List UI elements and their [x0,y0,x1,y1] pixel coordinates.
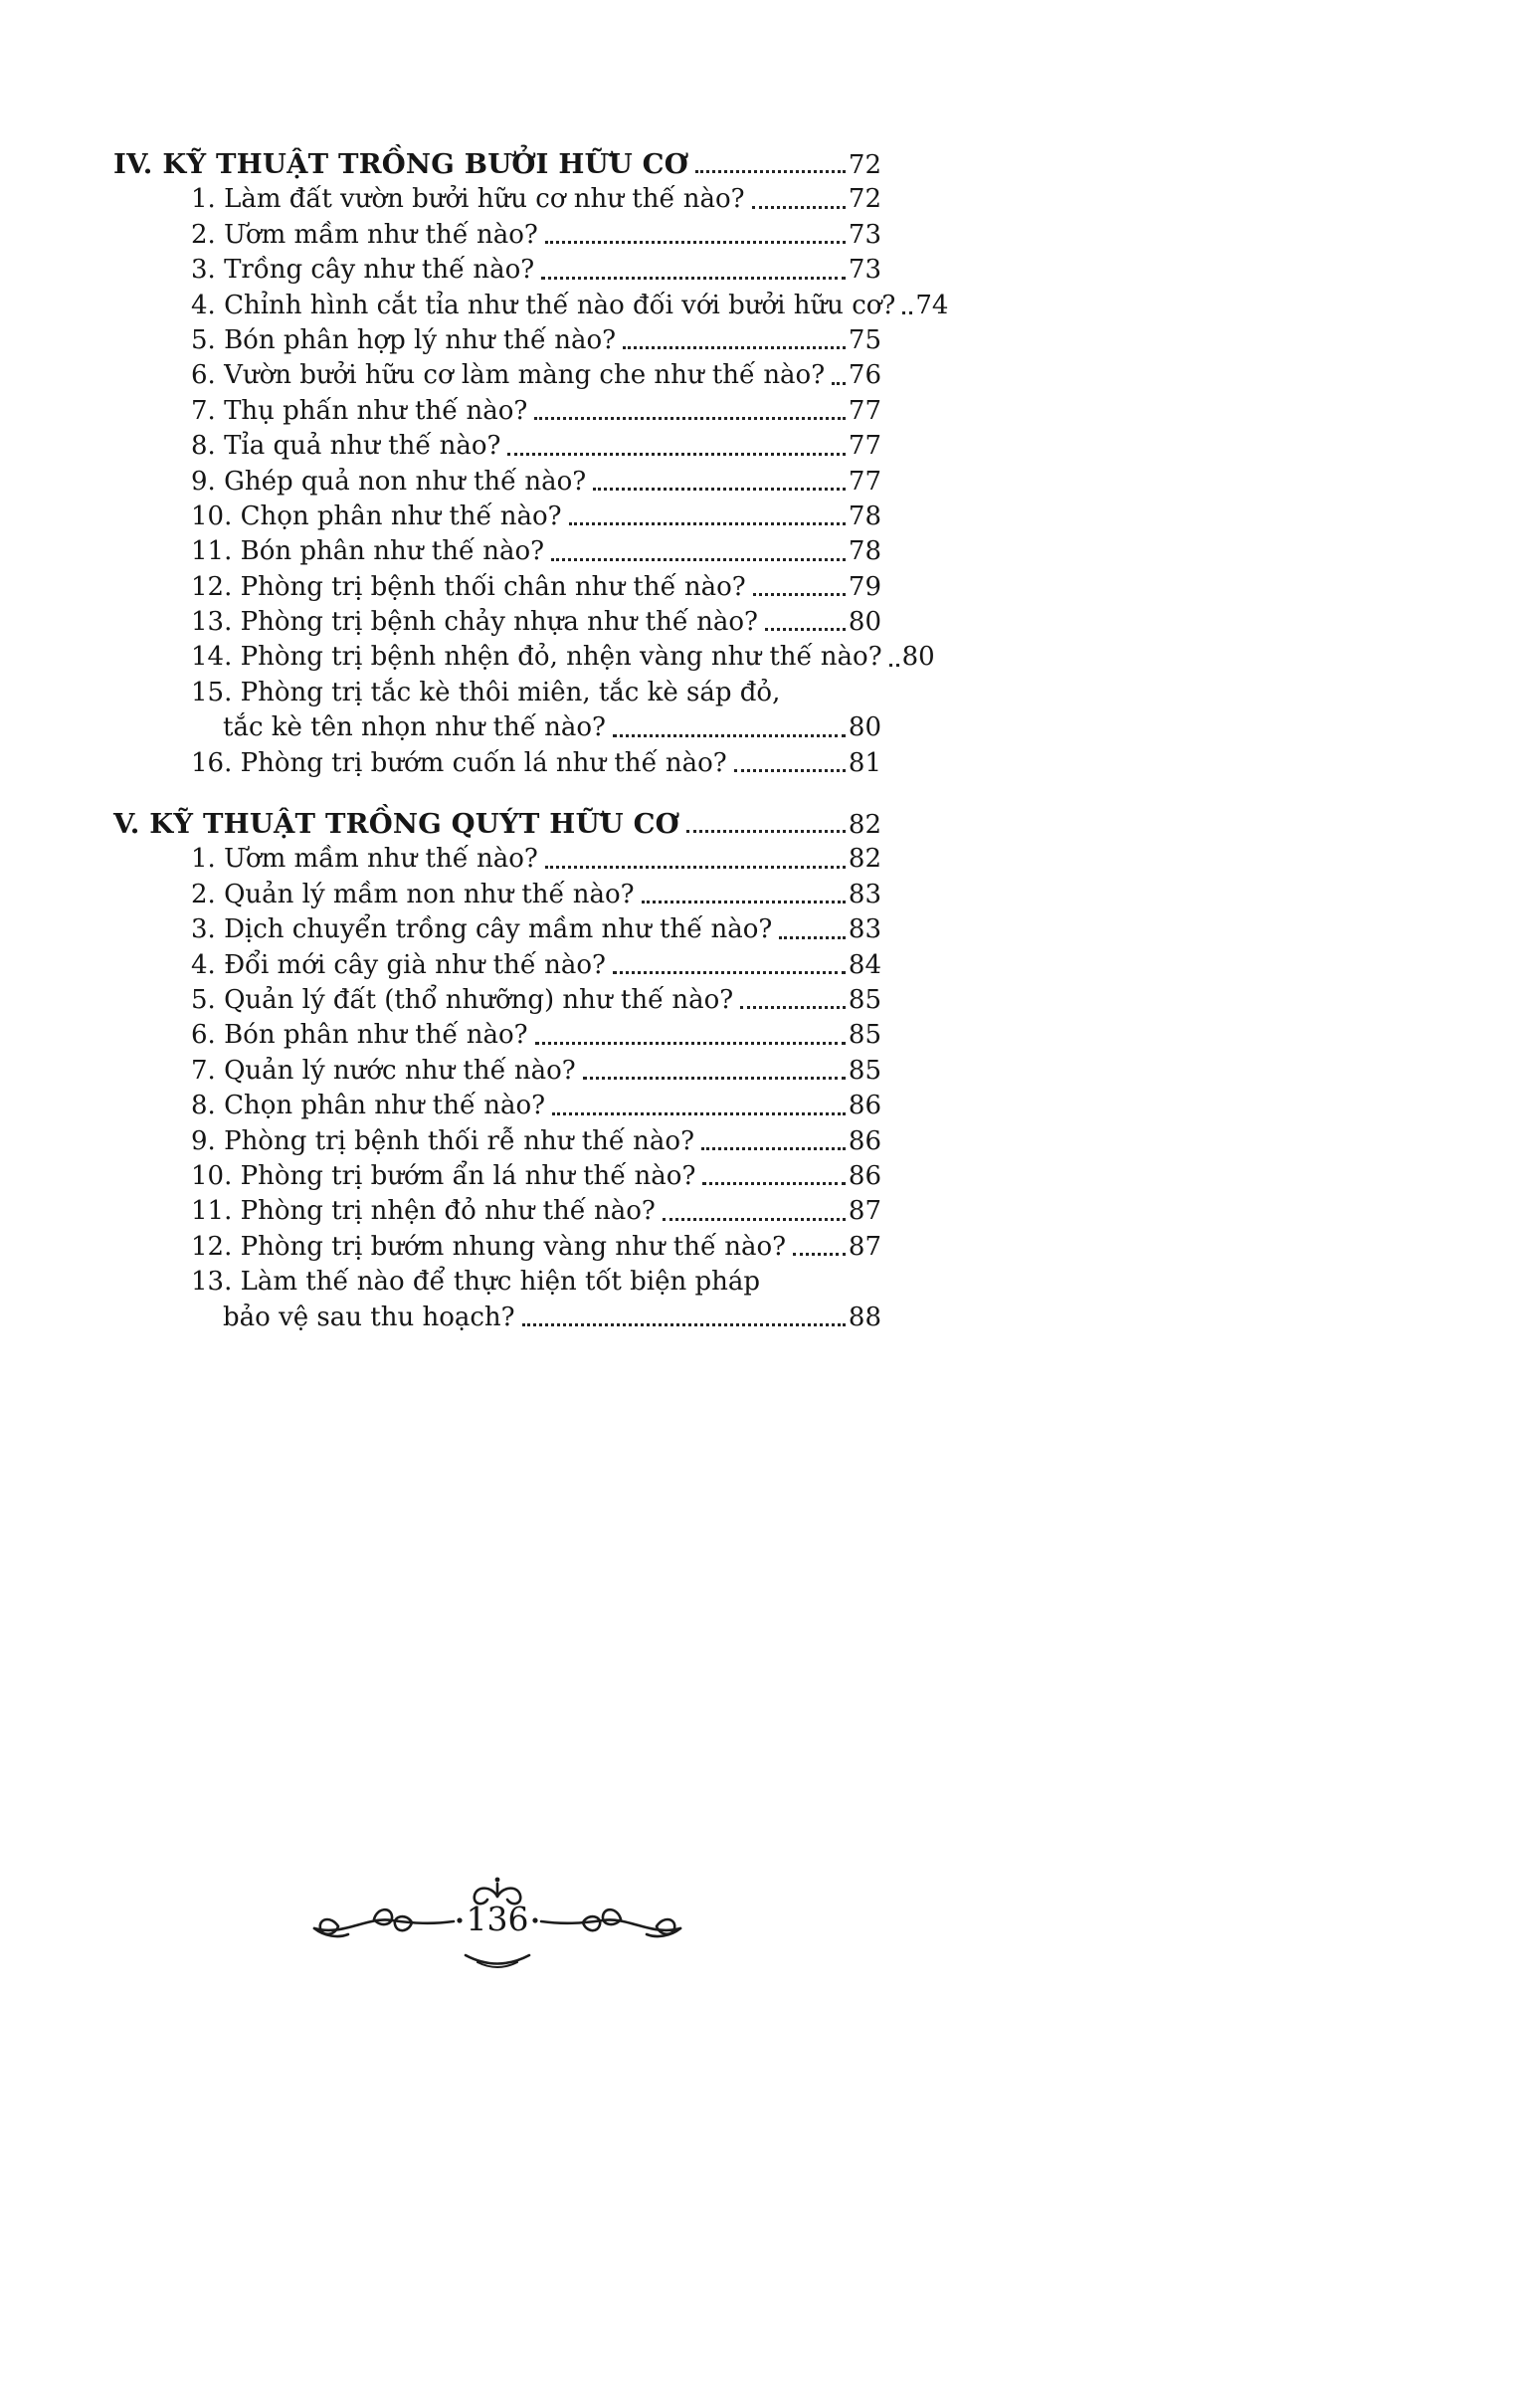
toc-entry-text: 4. Đổi mới cây già như thế nào? [191,949,606,980]
toc-entry [113,429,881,464]
toc-entry [113,253,881,288]
folio-page-number: 136 [466,1900,529,1938]
dot-leader [642,901,846,903]
toc-entry [113,1265,881,1300]
toc-entry-page-number: 73 [848,255,881,286]
toc-entry-page-number: 83 [848,879,881,909]
toc-entry-text: 15. Phòng trị tắc kè thôi miên, tắc kè sáp đỏ, [191,677,781,707]
dot-leader [569,522,846,525]
toc-entry-page-number: 75 [848,324,881,355]
toc-entry-text: 16. Phòng trị bướm cuốn lá như thế nào? [191,747,727,778]
toc [113,147,949,1335]
dot-leader [902,311,912,314]
toc-entry [113,1054,881,1089]
toc-entry [113,912,881,947]
dot-leader [534,417,846,420]
toc-entry-page-number: 83 [848,914,881,945]
toc-entry-text: 6. Bón phân như thế nào? [191,1020,528,1051]
toc-entry [113,983,881,1018]
dot-leader [552,1112,846,1115]
dot-leader [522,1323,846,1326]
toc-entry [113,1230,881,1265]
toc-entry [113,746,881,781]
toc-entry-text: 8. Chọn phân như thế nào? [191,1091,546,1121]
toc-entry-page-number: 79 [848,571,881,602]
toc-entry-page-number: 77 [848,431,881,462]
toc-entry-page-number: 82 [848,844,881,875]
section-title: IV. KỸ THUẬT TRỒNG BƯỞI HỮU CƠ [113,148,688,180]
toc-entry-text: 13. Làm thế nào để thực hiện tốt biện pháp [191,1267,760,1298]
dot-leader [765,628,846,631]
toc-entry-page-number: 85 [848,1020,881,1051]
toc-entry-page-number: 80 [848,712,881,743]
toc-entry [113,182,881,217]
toc-entry-text: 5. Quản lý đất (thổ nhưỡng) như thế nào? [191,984,734,1015]
toc-entry-page-number: 72 [848,184,881,215]
toc-entry [113,640,935,675]
dot-leader [613,971,846,974]
toc-entry [113,842,881,877]
toc-entry-text: 4. Chỉnh hình cắt tỉa như thế nào đối với bưởi hữu cơ? [191,290,896,320]
dot-leader [545,866,846,869]
toc-entry-text: 1. Ươm mầm như thế nào? [191,844,538,875]
dot-leader [779,936,846,939]
toc-entry [113,1194,881,1229]
section-title: V. KỸ THUẬT TRỒNG QUÝT HỮU CƠ [113,808,679,841]
toc-entry [113,1018,881,1053]
dot-leader [686,830,846,833]
toc-entry [113,605,881,640]
toc-section-header [113,807,881,842]
toc-entry-page-number: 86 [848,1091,881,1121]
toc-entry [113,570,881,605]
toc-entry-text: 12. Phòng trị bướm nhung vàng như thế nào? [191,1231,787,1262]
dot-leader [551,558,846,561]
toc-entry-page-number: 74 [915,290,949,320]
toc-entry [113,878,881,912]
toc-entry-text: 13. Phòng trị bệnh chảy nhựa như thế nào? [191,607,758,638]
section-page-number: 82 [848,810,881,841]
toc-entry [113,534,881,569]
toc-entry-text: 2. Ươm mầm như thế nào? [191,219,538,250]
toc-entry-text: 3. Trồng cây như thế nào? [191,255,535,286]
toc-entry-page-number: 80 [848,607,881,638]
toc-entry-text: 9. Phòng trị bệnh thối rễ như thế nào? [191,1125,695,1156]
section-page-number: 72 [848,150,881,180]
toc-section [113,807,881,1335]
dot-leader [583,1077,846,1080]
toc-entry-page-number: 86 [848,1125,881,1156]
toc-entry [113,948,881,983]
dot-leader [832,382,846,385]
dot-leader [752,206,846,209]
dot-leader [663,1218,846,1221]
toc-entry-text: 11. Phòng trị nhện đỏ như thế nào? [191,1196,656,1227]
toc-entry-text: 10. Phòng trị bướm ẩn lá như thế nào? [191,1160,696,1191]
toc-entry-text: 1. Làm đất vườn bưởi hữu cơ như thế nào? [191,184,745,215]
toc-entry-text: 8. Tỉa quả như thế nào? [191,431,501,462]
toc-entry [113,500,881,534]
toc-entry-text: 10. Chọn phân như thế nào? [191,501,562,531]
folio-ornament [308,1863,686,1982]
dot-leader [613,734,846,737]
toc-entry [113,323,881,358]
dot-leader [702,1182,846,1185]
toc-entry-text: 7. Quản lý nước như thế nào? [191,1055,576,1086]
toc-entry-page-number: 85 [848,984,881,1015]
dot-leader [593,488,846,491]
toc-entry [113,218,881,253]
toc-section-header [113,147,881,182]
toc-entry [113,676,881,710]
toc-entry-page-number: 77 [848,395,881,426]
toc-entry-text: 11. Bón phân như thế nào? [191,536,545,567]
toc-entry-text: 7. Thụ phấn như thế nào? [191,395,528,426]
toc-entry-page-number: 86 [848,1160,881,1191]
dot-leader [507,453,845,456]
toc-entry [113,1159,881,1194]
dot-leader [535,1042,846,1045]
toc-entry [113,1124,881,1159]
dot-leader [793,1253,846,1256]
toc-entry-page-number: 81 [848,747,881,778]
toc-entry-page-number: 84 [848,949,881,980]
toc-entry-text: 2. Quản lý mầm non như thế nào? [191,879,635,909]
toc-entry-text: 5. Bón phân hợp lý như thế nào? [191,324,617,355]
toc-entry-page-number: 73 [848,219,881,250]
toc-entry [113,1301,881,1335]
toc-entry-text: 6. Vườn bưởi hữu cơ làm màng che như thế nào? [191,360,826,391]
dot-leader [695,170,846,173]
dot-leader [753,593,846,596]
toc-entry-text: 14. Phòng trị bệnh nhện đỏ, nhện vàng như thế nào? [191,642,882,673]
toc-entry-text: 9. Ghép quả non như thế nào? [191,466,587,497]
toc-entry [113,1089,881,1123]
dot-leader [623,346,846,349]
toc-entry [113,358,881,393]
toc-entry-text: 3. Dịch chuyển trồng cây mầm như thế nào? [191,914,773,945]
toc-entry [113,289,949,323]
toc-entry-page-number: 77 [848,466,881,497]
toc-entry-text: tắc kè tên nhọn như thế nào? [223,712,606,743]
toc-entry [113,465,881,500]
page-footer [113,1863,881,1982]
dot-leader [889,664,899,667]
dot-leader [734,769,846,772]
toc-entry-page-number: 87 [848,1231,881,1262]
toc-entry [113,394,881,429]
toc-entry-page-number: 88 [848,1302,881,1332]
toc-entry-text: 12. Phòng trị bệnh thối chân như thế nào? [191,571,746,602]
dot-leader [740,1006,846,1009]
toc-section [113,147,949,781]
toc-entry-page-number: 80 [901,642,935,673]
toc-entry-page-number: 87 [848,1196,881,1227]
toc-entry-page-number: 85 [848,1055,881,1086]
dot-leader [701,1147,846,1150]
toc-entry-page-number: 76 [848,360,881,391]
toc-entry [113,710,881,745]
toc-entry-text: bảo vệ sau thu hoạch? [223,1302,515,1332]
toc-entry-page-number: 78 [848,501,881,531]
toc-entry-page-number: 78 [848,536,881,567]
dot-leader [545,241,846,244]
dot-leader [541,277,846,280]
